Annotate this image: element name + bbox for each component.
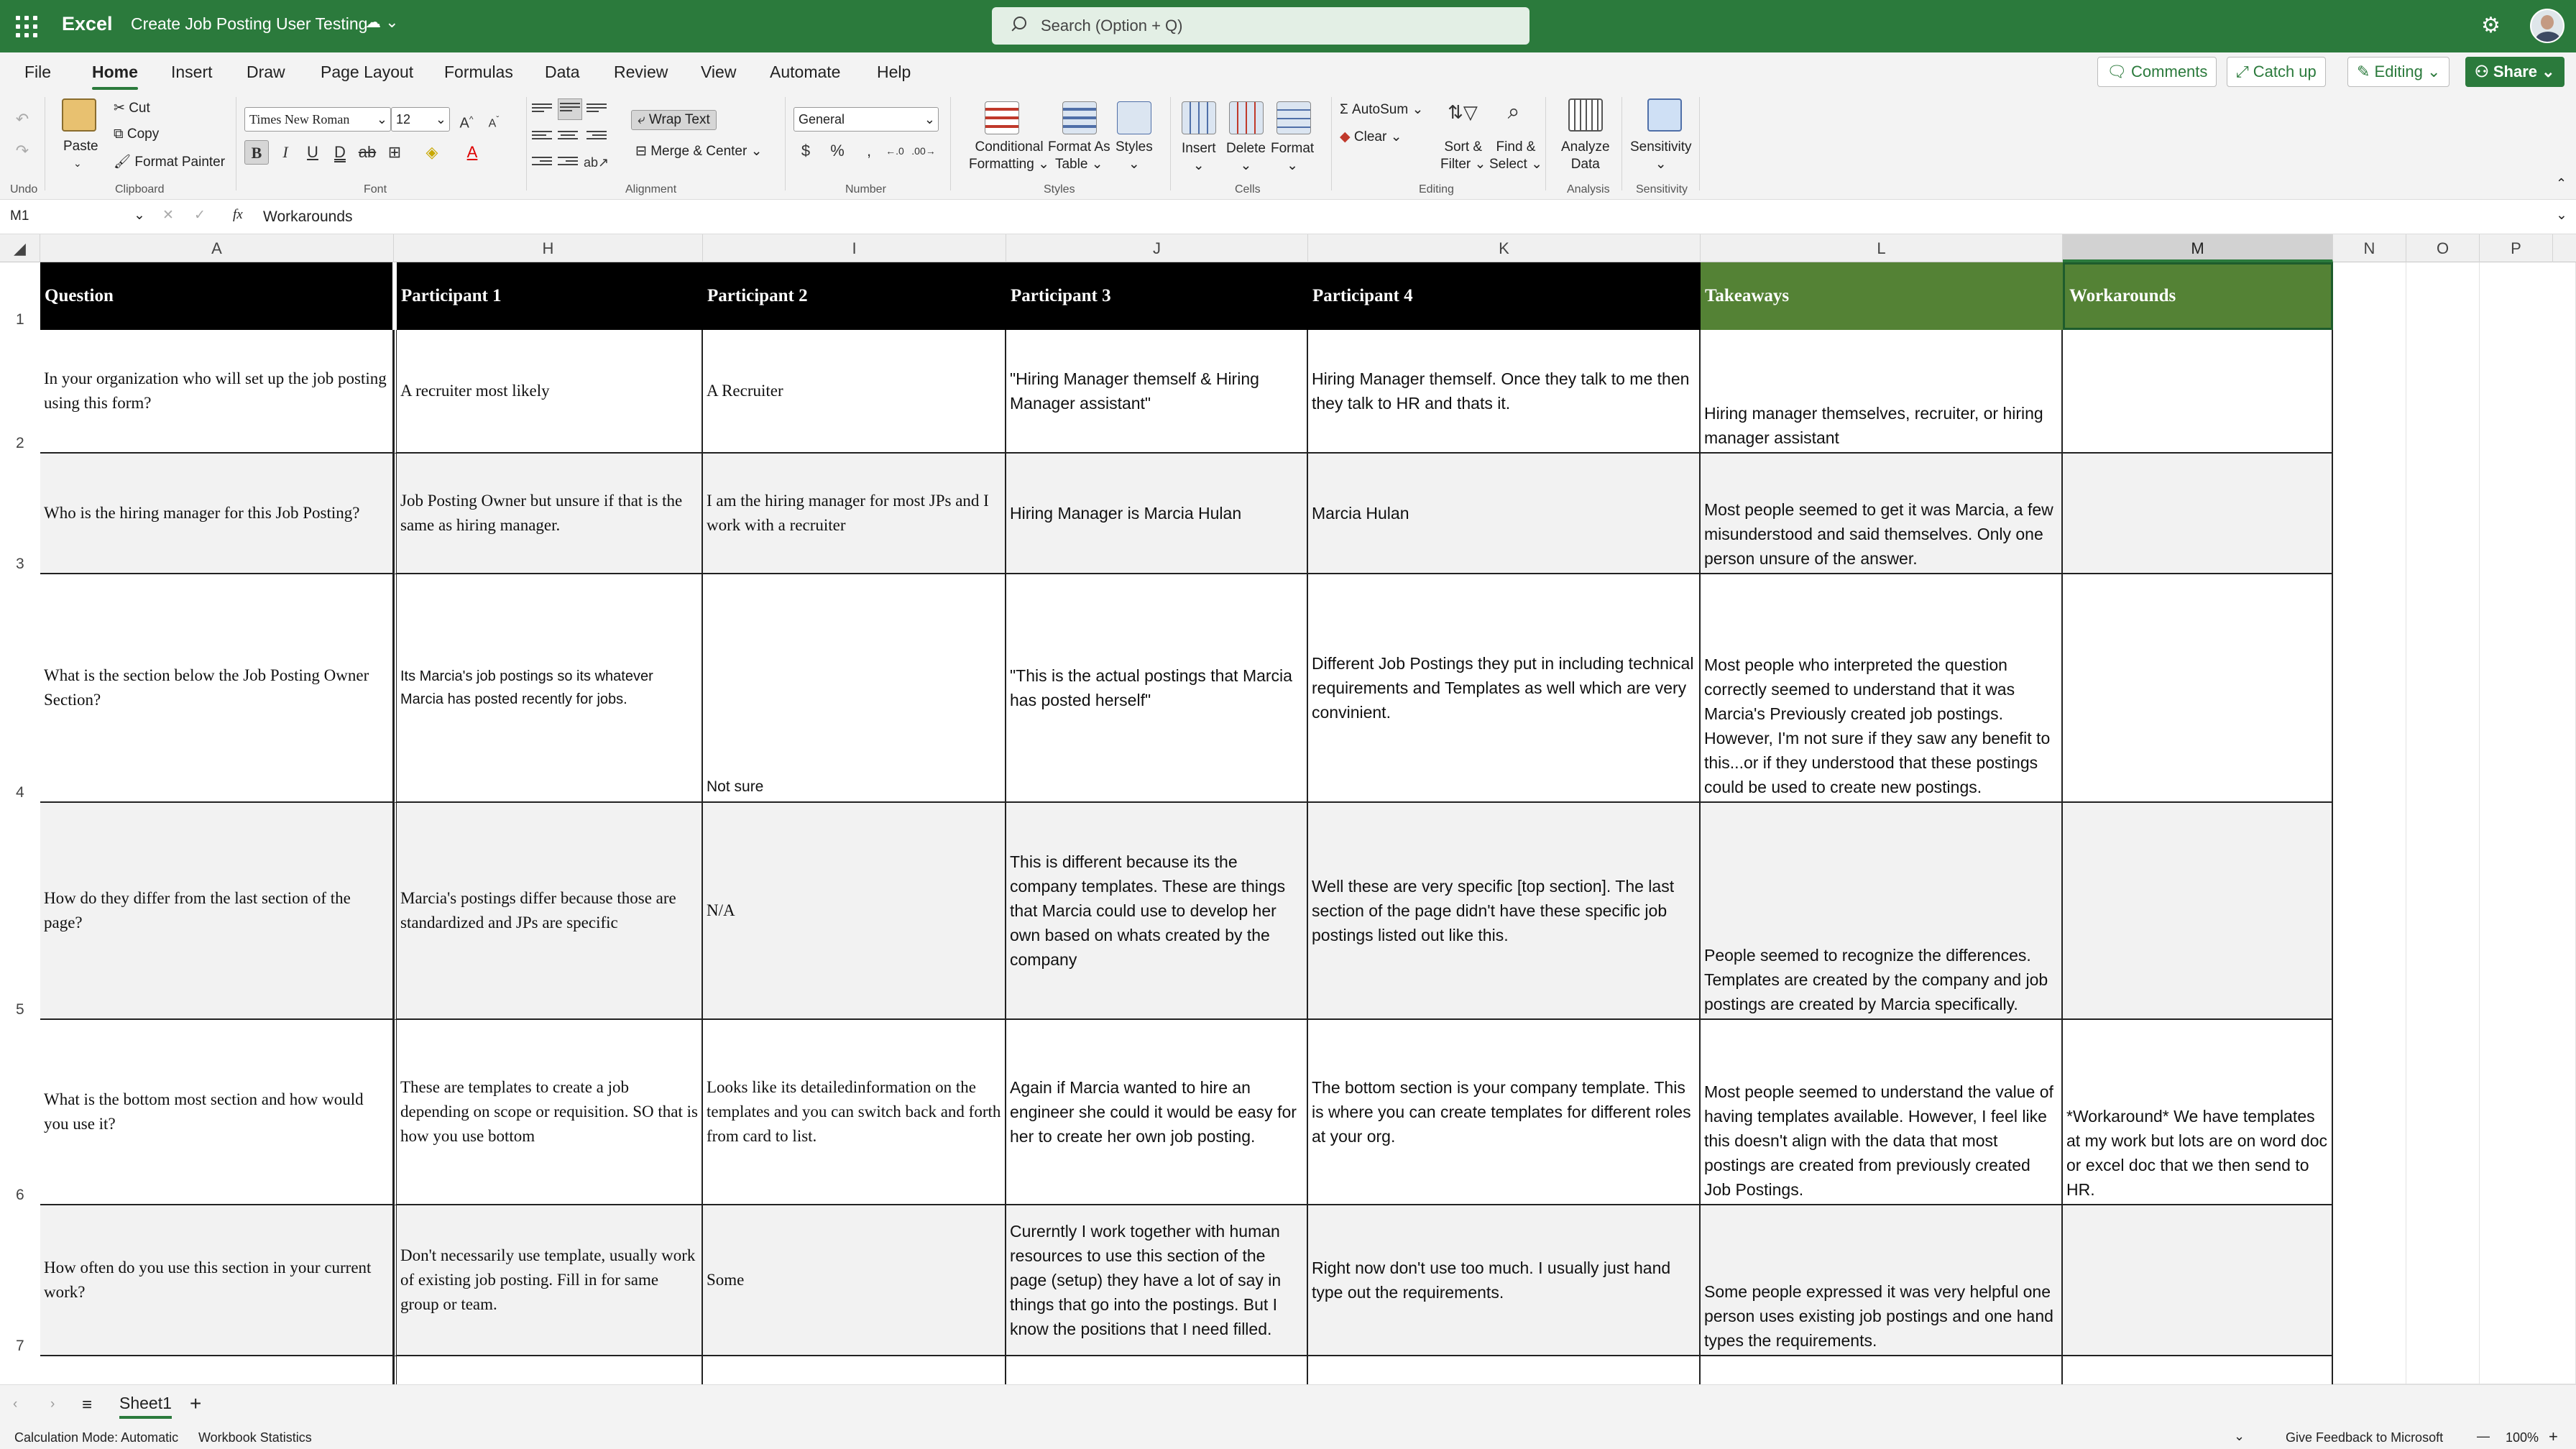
formula-input[interactable]: Workarounds [263,208,353,225]
cell-takeaways[interactable]: Most people seemed to understand the value of having templates available. However, I feel like this doesn't align with the data that most postings are created from previously created Job Postings. [1701,1020,2063,1205]
cell-participant-4[interactable]: Right now don't use too much. I usually just hand type out the requirements. [1308,1205,1701,1356]
copy-button[interactable] [114,126,159,142]
conditional-label-1: Conditional [975,139,1044,155]
header-participant-3[interactable]: Participant 3 [1006,262,1308,330]
merge-icon: ⊟ [635,144,651,159]
column-o-cells[interactable] [2406,262,2480,1384]
app-launcher-icon[interactable] [16,16,37,37]
cell-takeaways[interactable]: Some people expressed it was very helpful one person uses existing job postings and one hand types the requirements. [1701,1205,2063,1356]
column-header-j[interactable]: J [1006,234,1308,262]
column-header-h[interactable]: H [394,234,703,262]
share-label: Share [2493,63,2537,80]
undo-icon[interactable]: ↶ [15,110,29,128]
cell-empty[interactable] [1701,1356,2063,1384]
format-painter-label: Format Painter [134,155,226,170]
insert-cells-button[interactable]: Insert ⌄ [1182,141,1216,173]
header-question[interactable]: Question [40,262,392,330]
align-bottom-icon[interactable] [586,101,607,117]
cell-participant-3[interactable]: Hiring Manager is Marcia Hulan [1006,454,1308,574]
header-takeaways[interactable]: Takeaways [1701,262,2063,330]
column-n-cells[interactable] [2333,262,2406,1384]
editing-group-label: Editing [1419,183,1454,196]
borders-icon[interactable]: ⊞ [387,143,402,161]
sensitivity-group-label: Sensitivity [1636,183,1688,196]
cell-takeaways[interactable]: Most people who interpreted the question correctly seemed to understand that it was Marcia's Previously created job postings. However, I'm not sure if they saw any benefit to this...or if they understood that these postings could be used to create new postings. [1701,574,2063,803]
row-header-5[interactable] [0,803,40,1020]
autosave-cloud-icon[interactable]: ☁ ⌄ [365,13,399,31]
sheet-tab-bar [0,1384,2576,1426]
format-label: Format [1271,141,1315,156]
column-header-i[interactable]: I [703,234,1006,262]
column-header-o[interactable]: O [2406,234,2480,262]
cell-workarounds[interactable]: *Workaround* We have templates at my work but lots are on word doc or excel doc that we then send to HR. [2063,1020,2333,1205]
format-as-table-icon[interactable] [1062,101,1097,134]
app-name[interactable]: Excel [62,13,113,34]
increase-font-size-icon[interactable]: A^ [459,114,474,132]
cell-participant-2[interactable]: A Recruiter [703,330,1006,454]
italic-button[interactable]: I [282,143,288,161]
chevron-down-icon[interactable]: ⌄ [73,157,82,169]
cell-participant-3[interactable]: "This is the actual postings that Marcia has posted herself" [1006,574,1308,803]
format-cells-button[interactable]: Format ⌄ [1271,141,1315,173]
cell-participant-1[interactable]: Its Marcia's job postings so its whatever Marcia has posted recently for jobs. [394,574,703,803]
insert-cells-icon[interactable] [1182,101,1216,134]
scissors-icon: ✂ [114,101,129,116]
title-bar [0,0,2576,52]
undo-group-label: Undo [10,183,38,196]
cell-empty[interactable] [40,1356,394,1384]
header-participant-2[interactable]: Participant 2 [703,262,1006,330]
paste-icon[interactable] [62,98,96,132]
cell-participant-4[interactable]: Well these are very specific [top section]. The last section of the page didn't have these specific job postings listed out like this. [1308,803,1701,1020]
tab-view[interactable]: View [701,63,737,81]
strikethrough-button[interactable]: ab [358,143,377,161]
analysis-group-label: Analysis [1567,183,1610,196]
cell-question[interactable]: How do they differ from the last section of the page? [40,803,394,1020]
chevron-down-icon: ⌄ [747,144,763,159]
find-label-2: Select [1489,157,1527,172]
cell-participant-4[interactable]: Different Job Postings they put in including technical requirements and Templates as well which are very convinient. [1308,574,1701,803]
align-top-icon[interactable] [532,101,552,117]
tab-review[interactable]: Review [614,63,668,81]
row-header-6[interactable] [0,1020,40,1205]
cell-workarounds[interactable] [2063,803,2333,1020]
give-feedback-link[interactable]: Give Feedback to Microsoft [2286,1430,2444,1445]
font-color-icon[interactable]: A [466,143,478,161]
column-header-m[interactable]: M [2063,234,2333,262]
align-left-icon[interactable] [532,129,552,144]
cell-participant-3[interactable]: "Hiring Manager themself & Hiring Manager assistant" [1006,330,1308,454]
cell-participant-4[interactable]: The bottom section is your company template. This is where you can create templates for different roles at your org. [1308,1020,1701,1205]
cell-empty[interactable] [703,1356,1006,1384]
status-bar [0,1426,2576,1449]
settings-gear-icon[interactable]: ⚙ [2481,14,2501,37]
increase-decimal-icon[interactable]: ←.0 [886,145,904,157]
eraser-icon: ◆ [1340,129,1354,144]
search-box[interactable] [992,7,1530,45]
decrease-decimal-icon[interactable]: .00→ [911,145,936,157]
conditional-formatting-icon[interactable] [985,101,1019,134]
row-number: 6 [16,1187,24,1203]
cell-empty[interactable] [1006,1356,1308,1384]
sensitivity-label: Sensitivity [1630,139,1692,155]
column-header-a[interactable]: A [40,234,394,262]
collapse-ribbon-icon[interactable]: ⌃ [2556,176,2567,190]
analyze-label-1: Analyze [1561,139,1610,155]
clear-label: Clear [1353,129,1387,144]
calculation-mode[interactable]: Calculation Mode: Automatic [14,1430,179,1445]
column-header-l[interactable]: L [1701,234,2063,262]
tab-insert[interactable]: Insert [171,63,213,81]
column-header-n[interactable]: N [2333,234,2406,262]
pencil-icon: ✎ [2357,63,2375,80]
row-number: 4 [16,784,24,801]
sheet-tab-sheet1[interactable]: Sheet1 [119,1394,172,1419]
editing-label: Editing [2374,63,2423,80]
tab-data[interactable]: Data [545,63,580,81]
cell-participant-1[interactable]: Marcia's postings differ because those are standardized and JPs are specific [394,803,703,1020]
catch-up-button[interactable] [2227,57,2326,87]
cell-empty[interactable] [2063,1356,2333,1384]
column-header-k[interactable]: K [1308,234,1701,262]
format-cells-icon[interactable] [1276,101,1311,134]
tab-home[interactable]: Home [92,63,138,81]
sort-filter-button[interactable]: Sort & Filter ⌄ [1440,139,1486,172]
percent-icon[interactable]: % [830,142,845,160]
format-as-label-1: Format As [1048,139,1110,155]
cell-styles-icon[interactable] [1117,101,1151,134]
merge-center-label: Merge & Center [650,144,748,159]
copy-icon: ⧉ [114,126,127,142]
format-painter-button[interactable] [114,153,225,170]
cell-takeaways[interactable]: Hiring manager themselves, recruiter, or hiring manager assistant [1701,330,2063,454]
cell-participant-1[interactable]: Job Posting Owner but unsure if that is the same as hiring manager. [394,454,703,574]
add-sheet-button[interactable]: + [190,1392,202,1414]
user-avatar[interactable] [2530,9,2564,43]
align-right-icon[interactable] [586,129,607,144]
tab-formulas[interactable]: Formulas [444,63,513,81]
ribbon-home [0,91,2576,200]
align-middle-icon[interactable] [558,98,582,120]
decrease-font-size-icon[interactable]: $A^ˇ$ [488,114,500,130]
cell-workarounds[interactable] [2063,1205,2333,1356]
cell-participant-4[interactable]: Marcia Hulan [1308,454,1701,574]
search-placeholder: Search (Option + Q) [1041,17,1183,34]
tab-draw[interactable]: Draw [247,63,285,81]
cell-styles-button[interactable]: Styles ⌄ [1116,139,1153,172]
header-workarounds[interactable]: Workarounds [2063,262,2333,330]
zoom-out-button[interactable]: — [2477,1429,2490,1443]
wrap-text-icon: ⤶ [638,112,649,127]
chevron-down-icon: ⌄ [2537,63,2555,80]
find-select-button[interactable]: Find & Select ⌄ [1489,139,1543,172]
row-number: 5 [16,1001,24,1018]
catch-up-icon: ⤢ [2236,63,2253,80]
number-group-label: Number [845,183,886,196]
conditional-label-2: Formatting [969,157,1034,172]
chevron-down-icon: ⌄ [924,112,935,126]
prev-sheet-icon[interactable]: ‹ [13,1397,18,1412]
cell-participant-4[interactable]: Hiring Manager themself. Once they talk to me then they talk to HR and thats it. [1308,330,1701,454]
decrease-indent-icon[interactable] [532,155,552,170]
cell-participant-3[interactable]: Curerntly I work together with human resources to use this section of the page (setup) they have a lot of say in things that go into the postings. But I know the positions that I need filled. [1006,1205,1308,1356]
align-center-icon[interactable] [558,129,578,144]
cell-question[interactable]: What is the section below the Job Posting Owner Section? [40,574,394,803]
redo-icon[interactable]: ↷ [15,142,29,160]
cell-participant-2[interactable]: Some [703,1205,1006,1356]
styles-group-label: Styles [1044,183,1075,196]
font-size-dropdown[interactable] [391,107,450,132]
insert-label: Insert [1182,141,1216,156]
row-number: 2 [16,435,24,451]
wrap-text-button[interactable] [631,110,717,130]
cell-workarounds[interactable] [2063,574,2333,803]
orientation-icon[interactable]: ab↗ [584,155,610,170]
wrap-text-label: Wrap Text [648,112,710,127]
cell-takeaways[interactable]: People seemed to recognize the differences. Templates are created by the company and job postings are created by Marcia specifically. [1701,803,2063,1020]
currency-icon[interactable]: $ [801,142,811,160]
copy-label: Copy [126,126,160,142]
column-headers [0,234,2576,262]
tab-help[interactable]: Help [877,63,911,81]
name-box[interactable]: M1 [10,208,29,224]
delete-cells-button[interactable]: Delete ⌄ [1226,141,1266,173]
clear-button[interactable]: ◆ Clear ⌄ [1340,129,1402,144]
autosum-label: AutoSum [1352,102,1409,117]
cell-participant-2[interactable]: Looks like its detailedinformation on the templates and you can switch back and forth from card to list. [703,1020,1006,1205]
all-sheets-menu-icon[interactable]: ≡ [82,1395,93,1414]
editing-mode-button[interactable] [2347,57,2450,87]
double-underline-button[interactable]: D [334,143,346,161]
share-button[interactable] [2465,57,2564,87]
share-icon: ⚇ [2475,63,2493,80]
cell-participant-1[interactable]: These are templates to create a job depending on scope or requisition. SO that is how you use bottom [394,1020,703,1205]
comment-icon: 🗨 [2107,63,2132,80]
delete-cells-icon[interactable] [1229,101,1264,134]
cell-workarounds[interactable] [2063,454,2333,574]
cut-label: Cut [129,101,150,116]
merge-center-button[interactable] [635,143,763,160]
row-header-7[interactable] [0,1205,40,1356]
row-header-3[interactable] [0,454,40,574]
fill-color-icon[interactable]: ◈ [426,143,438,161]
format-painter-icon: 🖌 [114,155,135,170]
clipboard-group-label: Clipboard [115,183,165,196]
cell-participant-2[interactable]: N/A [703,803,1006,1020]
font-group-label: Font [364,183,387,196]
chevron-down-icon: ⌄ [2422,63,2441,80]
chevron-down-icon[interactable]: ⌄ [134,208,145,223]
sensitivity-icon[interactable] [1647,98,1682,132]
increase-indent-icon[interactable] [558,155,578,170]
cell-takeaways[interactable]: Most people seemed to get it was Marcia, a few misunderstood and said themselves. Only one person unsure of the answer. [1701,454,2063,574]
conditional-formatting-button[interactable]: Conditional Formatting ⌄ [969,139,1050,172]
tab-page-layout[interactable]: Page Layout [321,63,414,81]
cell-participant-1[interactable]: Don't necessarily use template, usually work of existing job posting. Fill in for same group or team. [394,1205,703,1356]
sensitivity-button[interactable]: Sensitivity ⌄ [1630,139,1692,172]
cell-participant-2[interactable]: Not sure [703,574,1006,803]
column-p-cells[interactable] [2480,262,2576,1384]
sigma-icon: Σ [1340,102,1353,117]
cell-question[interactable]: How often do you use this section in your current work? [40,1205,394,1356]
cell-question[interactable]: What is the bottom most section and how would you use it? [40,1020,394,1205]
comma-style-icon[interactable]: , [866,142,872,160]
cell-empty[interactable] [394,1356,703,1384]
cell-workarounds[interactable] [2063,330,2333,454]
row-number: 3 [16,556,24,572]
analyze-data-icon[interactable] [1568,98,1603,132]
workbook-statistics[interactable]: Workbook Statistics [198,1430,312,1445]
formula-bar [0,200,2576,234]
zoom-in-button[interactable]: + [2549,1427,2558,1445]
sort-label-2: Filter [1440,157,1471,172]
format-as-label-2: Table [1054,157,1088,172]
cell-participant-2[interactable]: I am the hiring manager for most JPs and I work with a recruiter [703,454,1006,574]
chevron-down-icon[interactable]: ⌄ [2234,1429,2245,1443]
tab-file[interactable]: File [24,63,52,81]
sort-filter-icon[interactable]: ⇅▽ [1448,101,1478,123]
delete-label: Delete [1226,141,1266,156]
select-all-corner[interactable]: ◢ [0,234,40,262]
header-participant-1[interactable]: Participant 1 [394,262,703,330]
cell-participant-3[interactable]: Again if Marcia wanted to hire an engineer she could it would be easy for her to create her own job posting. [1006,1020,1308,1205]
paste-button[interactable]: Paste [63,139,98,154]
cell-empty[interactable] [1308,1356,1701,1384]
cut-button[interactable] [114,100,150,116]
sort-label-1: Sort & [1444,139,1483,155]
tab-automate[interactable]: Automate [770,63,841,81]
bold-button[interactable]: B [244,140,269,165]
font-name-dropdown[interactable] [244,107,391,132]
menu-bar [0,52,2576,91]
expand-formula-bar-icon[interactable]: ⌄ [2556,208,2567,223]
format-as-table-button[interactable]: Format As Table ⌄ [1048,139,1110,172]
font-size-value: 12 [396,112,411,126]
cancel-icon[interactable]: ✕ [162,208,174,223]
insert-function-icon[interactable]: fx [233,207,243,222]
cell-question[interactable]: In your organization who will set up the job posting using this form? [40,330,394,454]
font-name-value: Times New Roman [249,112,350,126]
document-title[interactable]: Create Job Posting User Testing [131,14,368,33]
comments-label: Comments [2131,63,2208,80]
chevron-down-icon: ⌄ [376,112,387,126]
find-select-icon[interactable]: ⌕ [1507,100,1520,124]
row-header-1[interactable] [0,262,40,330]
chevron-down-icon: ⌄ [435,112,446,126]
cell-question[interactable]: Who is the hiring manager for this Job Posting? [40,454,394,574]
alignment-group-label: Alignment [625,183,677,196]
next-sheet-icon[interactable]: › [50,1397,55,1412]
cell-participant-1[interactable]: A recruiter most likely [394,330,703,454]
underline-button[interactable]: U [307,143,318,161]
row-header-4[interactable] [0,574,40,803]
find-label-1: Find & [1496,139,1536,155]
row-number: 1 [16,311,24,328]
column-header-p[interactable]: P [2480,234,2553,262]
cell-participant-3[interactable]: This is different because its the company templates. These are things that Marcia could use to develop her own based on whats created by the company [1006,803,1308,1020]
analyze-label-2: Data [1570,157,1600,172]
row-header-2[interactable] [0,330,40,454]
analyze-data-button[interactable] [1561,139,1610,173]
number-format-value: General [799,112,845,126]
zoom-level[interactable]: 100% [2506,1430,2539,1445]
row-number: 7 [16,1338,24,1354]
enter-check-icon[interactable]: ✓ [194,208,206,223]
header-participant-4[interactable]: Participant 4 [1308,262,1701,330]
cell-styles-label: Styles [1116,139,1153,155]
number-format-dropdown[interactable] [794,107,939,132]
catch-up-label: Catch up [2253,63,2317,80]
search-icon [1011,17,1026,32]
autosum-button[interactable]: Σ AutoSum ⌄ [1340,102,1424,117]
comments-button[interactable] [2097,57,2217,87]
cells-group-label: Cells [1235,183,1261,196]
